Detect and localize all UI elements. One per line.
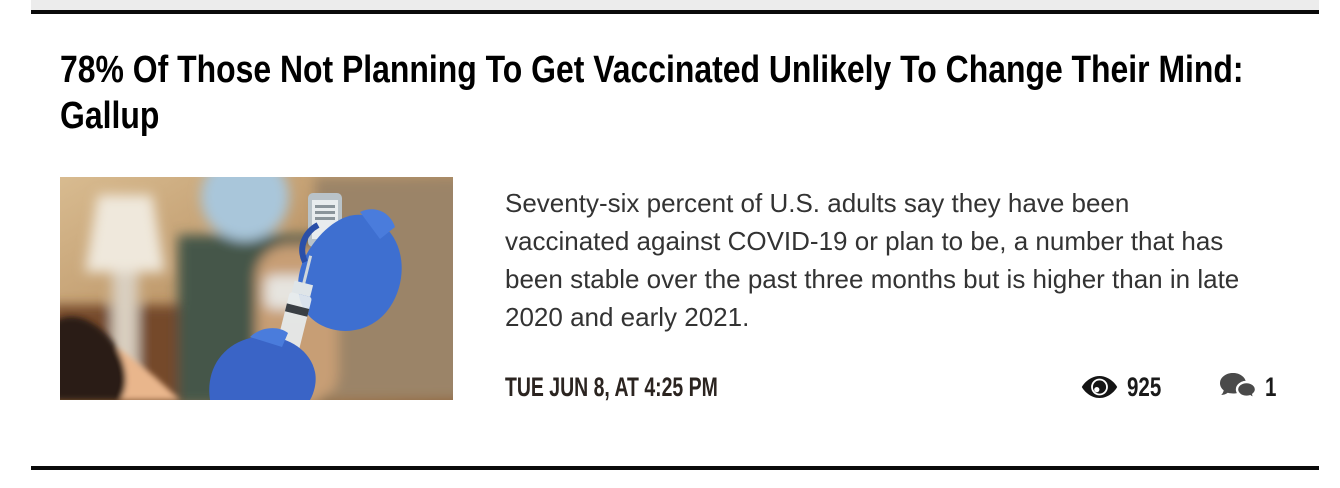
comments-icon xyxy=(1220,373,1256,402)
article-title[interactable] xyxy=(60,47,1280,139)
article-stats xyxy=(1081,373,1280,402)
bottom-separator xyxy=(31,466,1319,470)
top-separator xyxy=(31,0,1319,14)
top-black-rule xyxy=(31,10,1319,14)
article-body-row xyxy=(60,177,1280,400)
article-meta-row xyxy=(505,374,1280,400)
article-card[interactable] xyxy=(0,47,1340,470)
article-timestamp: TUE JUN 8, AT 4:25 PM xyxy=(505,372,718,402)
comments-count: 1 xyxy=(1264,372,1277,402)
comments-stat[interactable] xyxy=(1220,373,1280,402)
article-thumbnail[interactable] xyxy=(60,177,453,400)
views-count: 925 xyxy=(1126,372,1162,402)
eye-icon xyxy=(1081,375,1118,399)
article-title-text: 78% Of Those Not Planning To Get Vaccinated Unlikely To Change Their Mind: Gallup xyxy=(60,49,1244,137)
article-summary: Seventy-six percent of U.S. adults say they have been vaccinated against COVID-19 or plan to be, a number that has been stable over the past three months but is higher than in late 2020 and early 2021. xyxy=(505,188,1240,332)
article-text-column xyxy=(505,177,1280,400)
top-gray-band xyxy=(31,0,1319,10)
vaccine-photo-illustration xyxy=(60,177,453,400)
bottom-black-rule xyxy=(31,466,1319,470)
views-stat xyxy=(1081,374,1172,400)
